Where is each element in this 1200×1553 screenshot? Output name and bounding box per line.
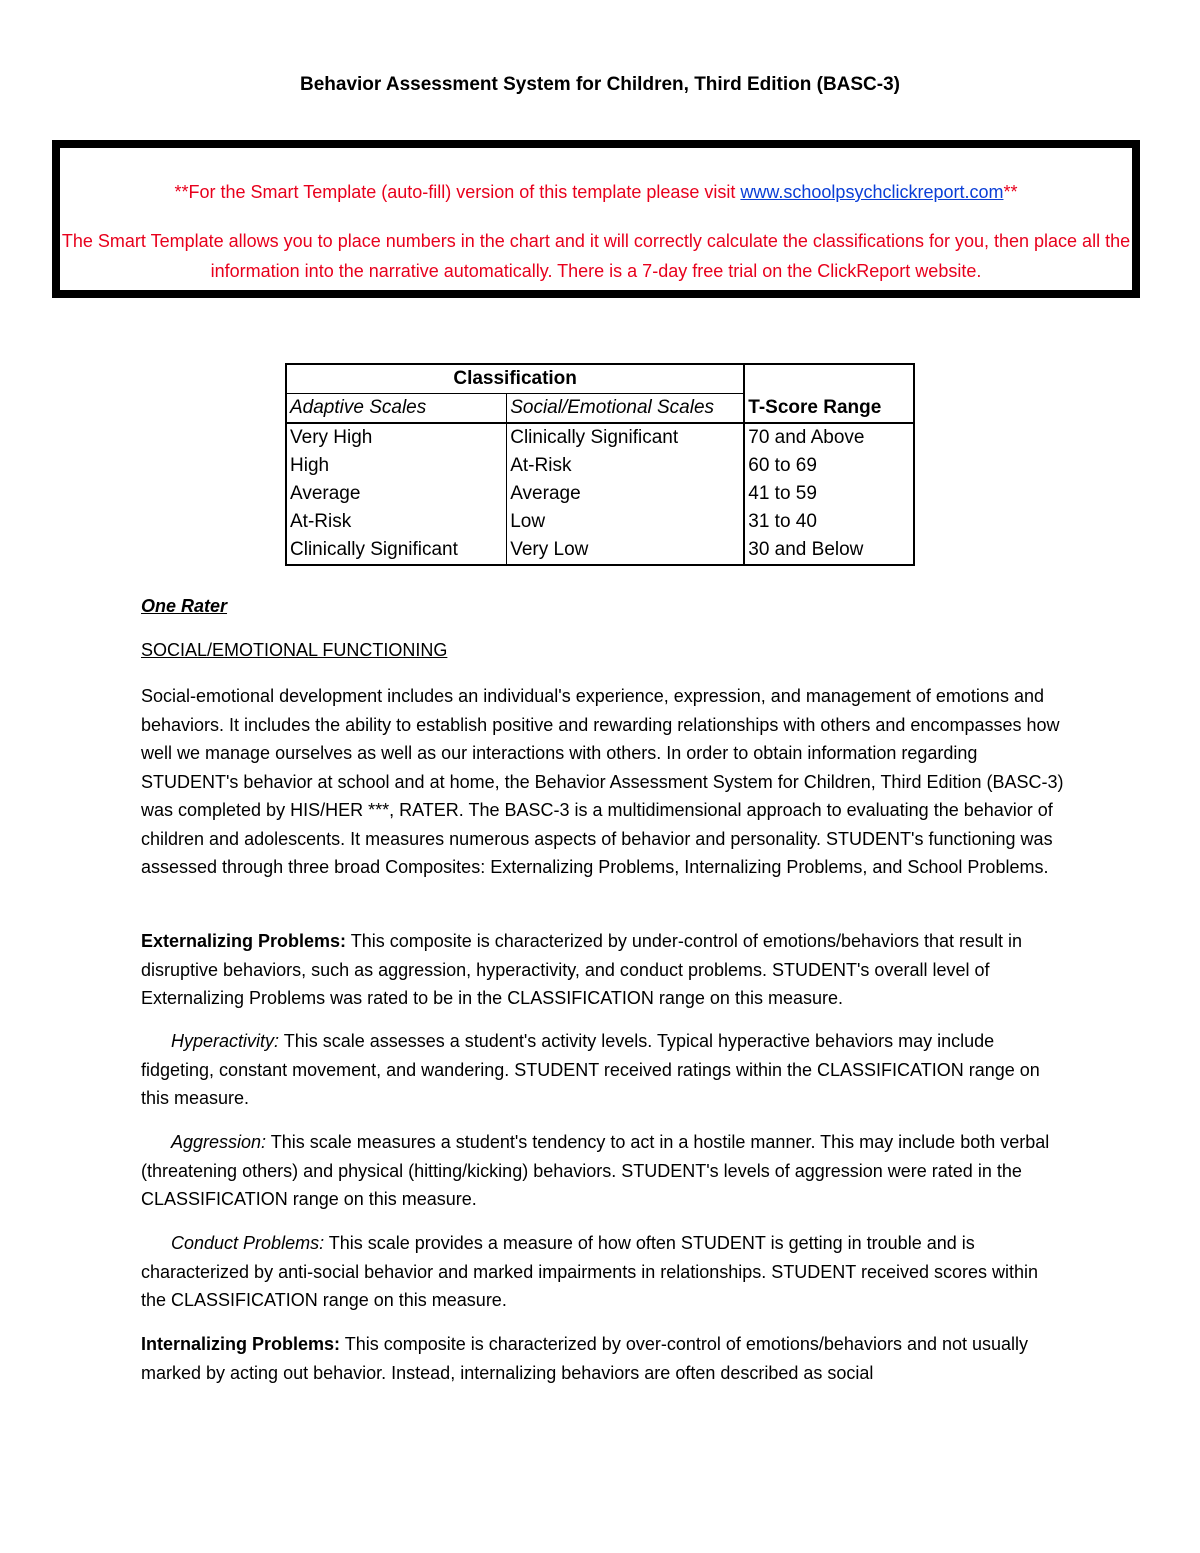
table-row (286, 452, 914, 480)
table-cell: 41 to 59 (744, 480, 914, 508)
notice-suffix: ** (1003, 182, 1018, 202)
table-cell: Very Low (507, 536, 745, 565)
classification-header: Classification (286, 364, 744, 394)
table-cell: 70 and Above (744, 423, 914, 452)
aggression-paragraph (141, 1128, 1066, 1214)
clickreport-link[interactable]: www.schoolpsychclickreport.com (740, 182, 1004, 202)
conduct-label: Conduct Problems: (171, 1233, 325, 1253)
intro-paragraph (141, 682, 1066, 882)
notice-prefix: **For the Smart Template (auto-fill) version of this template please visit (174, 182, 741, 202)
table-cell: At-Risk (286, 508, 507, 536)
hyperactivity-text: This scale assesses a student's activity levels. Typical hyperactive behaviors may include fidgeting, constant movement, and wandering. STUDENT received ratings within the CLASSIFICATION range on this measure. (141, 1031, 1040, 1108)
notice-line-1 (60, 182, 1132, 203)
table-cell: Average (507, 480, 745, 508)
social-header: Social/Emotional Scales (507, 394, 745, 424)
table-cell: Very High (286, 423, 507, 452)
classification-table (285, 363, 915, 566)
table-cell: High (286, 452, 507, 480)
internalizing-text: This composite is characterized by over-control of emotions/behaviors and not usually marked by acting out behavior. Instead, internalizing behaviors are often described as social (141, 1334, 1029, 1383)
tscore-header: T-Score Range (744, 364, 914, 423)
table-row (286, 480, 914, 508)
notice-line-2: The Smart Template allows you to place numbers in the chart and it will correctly calculate the classifications for you, then place all the information into the narrative automatically. There is a 7-day free trial on the ClickReport website. (61, 231, 1131, 281)
table-row (286, 423, 914, 452)
externalizing-paragraph (141, 927, 1066, 1013)
page-title: Behavior Assessment System for Children, Third Edition (BASC-3) (299, 74, 900, 95)
conduct-text: This scale provides a measure of how often STUDENT is getting in trouble and is characterized by anti-social behavior and marked impairments in relationships. STUDENT received scores within the CLASSIFICATION range on this measure. (141, 1233, 1039, 1310)
aggression-label: Aggression: (171, 1132, 267, 1152)
section-one-rater: One Rater (141, 596, 228, 616)
section-social-emotional: SOCIAL/EMOTIONAL FUNCTIONING (141, 640, 448, 660)
smart-template-notice (52, 140, 1140, 298)
externalizing-label: Externalizing Problems: (141, 931, 347, 951)
hyperactivity-paragraph (141, 1027, 1066, 1113)
conduct-paragraph (141, 1229, 1066, 1315)
table-cell: 30 and Below (744, 536, 914, 565)
table-cell: 60 to 69 (744, 452, 914, 480)
hyperactivity-label: Hyperactivity: (171, 1031, 280, 1051)
table-row (286, 536, 914, 565)
internalizing-paragraph (141, 1330, 1066, 1387)
externalizing-text: This composite is characterized by under-control of emotions/behaviors that result in disruptive behaviors, such as aggression, hyperactivity, and conduct problems. STUDENT's overall level of Externalizing Problems was rated to be in the CLASSIFICATION range on this measure. (141, 931, 1023, 1008)
aggression-text: This scale measures a student's tendency to act in a hostile manner. This may include both verbal (threatening others) and physical (hitting/kicking) behaviors. STUDENT's levels of aggression were rated in the CLASSIFICATION range on this measure. (141, 1132, 1050, 1209)
adaptive-header: Adaptive Scales (286, 394, 507, 424)
table-cell: Average (286, 480, 507, 508)
table-cell: At-Risk (507, 452, 745, 480)
table-cell: Low (507, 508, 745, 536)
table-cell: Clinically Significant (507, 423, 745, 452)
table-row (286, 508, 914, 536)
table-cell: Clinically Significant (286, 536, 507, 565)
intro-text: Social-emotional development includes an individual's experience, expression, and management of emotions and behaviors. It includes the ability to establish positive and rewarding relationships with others and encompasses how well we manage ourselves as well as our interactions with others. In order to obtain information regarding STUDENT's behavior at school and at home, the Behavior Assessment System for Children, Third Edition (BASC-3) was completed by HIS/HER ***, RATER. The BASC-3 is a multidimensional approach to evaluating the behavior of children and adolescents. It measures numerous aspects of behavior and personality. STUDENT's functioning was assessed through three broad Composites: Externalizing Problems, Internalizing Problems, and School Problems. (141, 686, 1064, 877)
internalizing-label: Internalizing Problems: (141, 1334, 341, 1354)
table-cell: 31 to 40 (744, 508, 914, 536)
